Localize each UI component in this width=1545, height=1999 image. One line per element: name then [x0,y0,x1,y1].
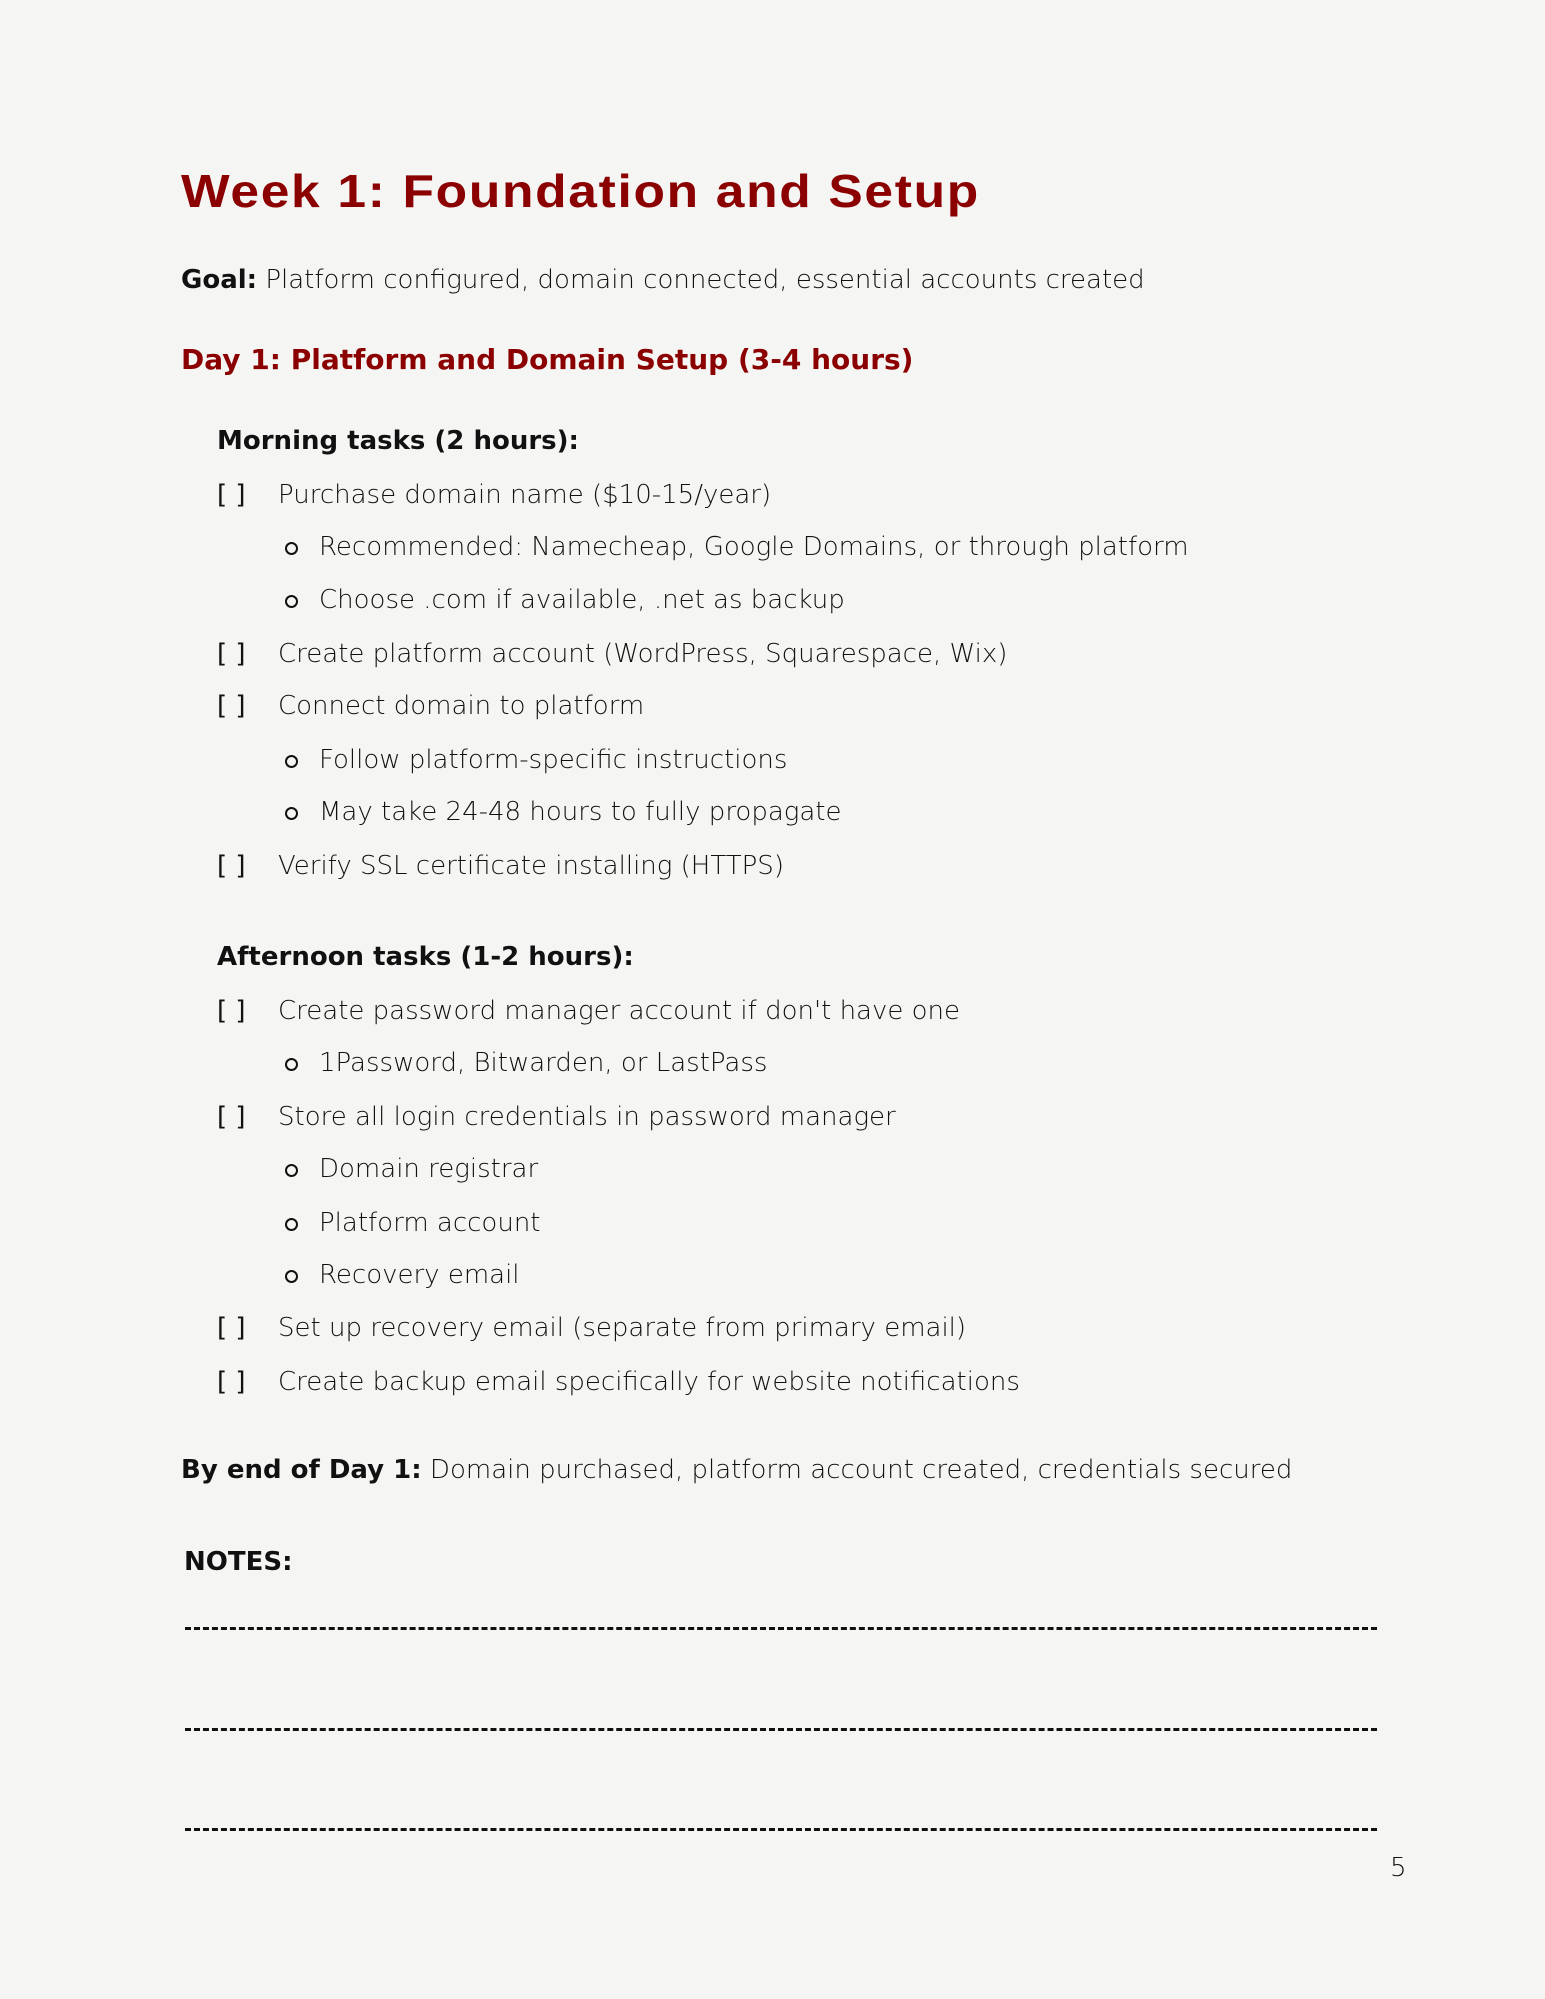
sub-item: May take 24-48 hours to fully propagate [319,797,842,827]
sub-item: Recommended: Namecheap, Google Domains, or through platform [319,532,1189,562]
task-item: Purchase domain name ($10-15/year) [278,480,772,510]
task-item: Create backup email specifically for website notifications [278,1367,1020,1397]
sub-item: Follow platform-specific instructions [319,745,788,775]
task-item: Create password manager account if don't have one [278,996,961,1026]
sub-item: Domain registrar [319,1154,539,1184]
bullet-icon [285,595,298,608]
sub-item: Platform account [319,1208,541,1238]
bullet-icon [285,1058,298,1071]
checkbox[interactable]: [ ] [217,691,246,721]
afternoon-heading: Afternoon tasks (1-2 hours): [217,942,634,972]
goal-label: Goal: [181,265,258,295]
checkbox[interactable]: [ ] [217,1313,246,1343]
bullet-icon [285,542,298,555]
task-item: Set up recovery email (separate from primary email) [278,1313,967,1343]
goal-line [181,260,1145,300]
checkbox[interactable]: [ ] [217,996,246,1026]
bullet-icon [285,1218,298,1231]
goal-text: Platform configured, domain connected, essential accounts created [257,265,1145,295]
notes-line[interactable] [185,1828,1377,1831]
page-title: Week 1: Foundation and Setup [181,165,980,217]
end-of-day-text: Domain purchased, platform account created, credentials secured [421,1455,1293,1485]
bullet-icon [285,1164,298,1177]
day1-heading: Day 1: Platform and Domain Setup (3-4 hours) [181,343,914,376]
notes-label: NOTES: [184,1547,293,1577]
end-of-day-line [181,1450,1292,1490]
end-of-day-label: By end of Day 1: [181,1455,422,1485]
bullet-icon [285,1270,298,1283]
notes-line[interactable] [185,1728,1377,1731]
sub-item: Recovery email [319,1260,520,1290]
checkbox[interactable]: [ ] [217,851,246,881]
task-item: Verify SSL certificate installing (HTTPS) [278,851,784,881]
task-item: Create platform account (WordPress, Squarespace, Wix) [278,639,1008,669]
page-number: 5 [1390,1853,1407,1883]
bullet-icon [285,755,298,768]
morning-heading: Morning tasks (2 hours): [217,426,579,456]
task-item: Store all login credentials in password manager [278,1102,896,1132]
sub-item: Choose .com if available, .net as backup [319,585,845,615]
checkbox[interactable]: [ ] [217,1367,246,1397]
checkbox[interactable]: [ ] [217,480,246,510]
checkbox[interactable]: [ ] [217,639,246,669]
bullet-icon [285,807,298,820]
checkbox[interactable]: [ ] [217,1102,246,1132]
task-item: Connect domain to platform [278,691,645,721]
sub-item: 1Password, Bitwarden, or LastPass [319,1048,768,1078]
notes-line[interactable] [185,1627,1377,1630]
